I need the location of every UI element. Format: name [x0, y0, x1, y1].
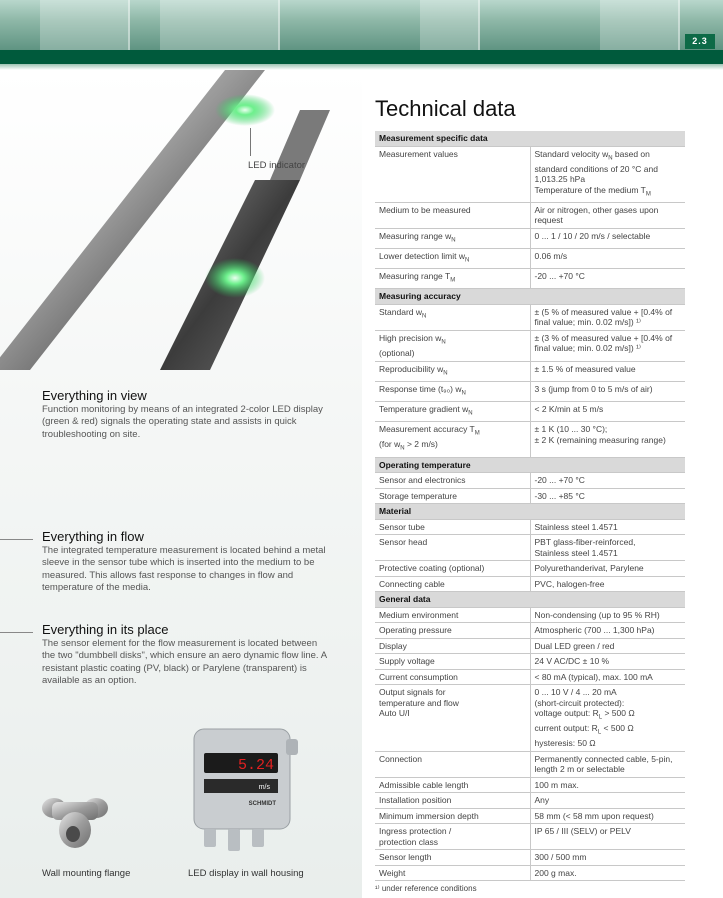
parameter-cell: Response time (t₉₀) $w_N$	[375, 381, 530, 401]
parameter-cell: High precision $w_N$ (optional)	[375, 330, 530, 361]
section-divider	[0, 539, 33, 540]
parameter-cell: Output signals for temperature and flow Auto U/I	[375, 685, 530, 752]
banner-window-decor	[600, 0, 680, 50]
parameter-cell: Minimum immersion depth	[375, 808, 530, 824]
parameter-cell: Installation position	[375, 793, 530, 809]
table-row	[375, 793, 685, 809]
table-row	[375, 824, 685, 850]
table-row	[375, 808, 685, 824]
table-group-header	[375, 457, 685, 473]
value-cell: ± (5 % of measured value + [0.4% of final value; min. 0.02 m/s]) ¹⁾	[530, 304, 685, 330]
parameter-cell: Measuring range $T_M$	[375, 269, 530, 289]
table-row	[375, 576, 685, 592]
table-row	[375, 422, 685, 457]
flange-bore	[66, 826, 80, 842]
parameter-cell: Protective coating (optional)	[375, 561, 530, 577]
table-row	[375, 228, 685, 248]
parameter-cell: Sensor length	[375, 850, 530, 866]
value-cell: -20 ... +70 °C	[530, 269, 685, 289]
section-everything-in-its-place	[42, 622, 327, 687]
section-everything-in-flow	[42, 529, 327, 594]
group-title: Measuring accuracy	[375, 289, 685, 305]
table-row	[375, 304, 685, 330]
parameter-cell: Measurement values	[375, 146, 530, 202]
value-cell: < 2 K/min at 5 m/s	[530, 402, 685, 422]
table-row	[375, 751, 685, 777]
table-row	[375, 654, 685, 670]
value-cell: IP 65 / III (SELV) or PELV	[530, 824, 685, 850]
table-row	[375, 381, 685, 401]
led-indicator-label: LED indicator	[248, 160, 306, 171]
table-group-header	[375, 592, 685, 608]
banner-window-decor	[40, 0, 130, 50]
table-row	[375, 685, 685, 752]
value-cell: Dual LED green / red	[530, 638, 685, 654]
table-row	[375, 249, 685, 269]
housing-cable-gland	[286, 739, 298, 755]
parameter-cell: Standard $w_N$	[375, 304, 530, 330]
parameter-cell: Current consumption	[375, 669, 530, 685]
sensor-rods-illustration	[0, 70, 362, 370]
table-row	[375, 488, 685, 504]
value-cell: PBT glass-fiber-reinforced, Stainless steel 1.4571	[530, 535, 685, 561]
value-cell: Stainless steel 1.4571	[530, 519, 685, 535]
page-number-badge: 2.3	[685, 34, 715, 49]
table-row	[375, 777, 685, 793]
technical-data-title: Technical data	[375, 96, 516, 121]
table-row	[375, 623, 685, 639]
footnote: ¹⁾ under reference conditions	[375, 884, 477, 893]
housing-gland	[204, 829, 216, 847]
table-group-header	[375, 289, 685, 305]
table-row	[375, 330, 685, 361]
value-cell: ± 1.5 % of measured value	[530, 361, 685, 381]
table-row	[375, 202, 685, 228]
section-text: The sensor element for the flow measurement is located between the two "dumbbell disks", which ensure an aero dynamic flow line. A resistant plastic coating (PV, black) or Parylene (transparent) is available as an option.	[42, 638, 327, 686]
value-cell: ± 1 K (10 ... 30 °C); ± 2 K (remaining measuring range)	[530, 422, 685, 457]
parameter-cell: Connecting cable	[375, 576, 530, 592]
table-group-header	[375, 504, 685, 520]
section-text: Function monitoring by means of an integrated 2-color LED display (green & red) signals the operating state and assists in quick troubleshooting on site.	[42, 404, 323, 440]
caption-housing: LED display in wall housing	[188, 868, 304, 879]
group-title: Measurement specific data	[375, 131, 685, 146]
table-row	[375, 669, 685, 685]
value-cell: 24 V AC/DC ± 10 %	[530, 654, 685, 670]
parameter-cell: Measuring range $w_N$	[375, 228, 530, 248]
led-display-housing-image	[190, 725, 302, 860]
value-cell: 58 mm (< 58 mm upon request)	[530, 808, 685, 824]
value-cell: 0 ... 10 V / 4 ... 20 mA (short-circuit protected): voltage output: $R_L > 500$ Ω current output: $R_L < 500$ Ω hysteresis: 50 Ω	[530, 685, 685, 752]
led-indicator-leader-line	[250, 128, 251, 156]
section-title: Everything in view	[42, 388, 147, 403]
table-row	[375, 402, 685, 422]
table-row	[375, 607, 685, 623]
section-title: Everything in its place	[42, 622, 169, 637]
value-cell: Air or nitrogen, other gases upon request	[530, 202, 685, 228]
parameter-cell: Operating pressure	[375, 623, 530, 639]
value-cell: < 80 mA (typical), max. 100 mA	[530, 669, 685, 685]
value-cell: -30 ... +85 °C	[530, 488, 685, 504]
value-cell: Polyurethanderivat, Parylene	[530, 561, 685, 577]
parameter-cell: Medium to be measured	[375, 202, 530, 228]
parameter-cell: Reproducibility $w_N$	[375, 361, 530, 381]
table-row	[375, 850, 685, 866]
parameter-cell: Sensor tube	[375, 519, 530, 535]
housing-gland	[252, 829, 264, 847]
value-cell: Atmospheric (700 ... 1,300 hPa)	[530, 623, 685, 639]
parameter-cell: Lower detection limit $w_N$	[375, 249, 530, 269]
table-row	[375, 561, 685, 577]
parameter-cell: Supply voltage	[375, 654, 530, 670]
group-title: Operating temperature	[375, 457, 685, 473]
value-cell: 200 g max.	[530, 865, 685, 881]
parameter-cell: Ingress protection / protection class	[375, 824, 530, 850]
value-cell: PVC, halogen-free	[530, 576, 685, 592]
value-cell: -20 ... +70 °C	[530, 473, 685, 489]
unit-label: m/s	[258, 784, 270, 791]
led-display-value: 5.24	[237, 757, 274, 774]
value-cell: Permanently connected cable, 5-pin, length 2 m or selectable	[530, 751, 685, 777]
technical-data-table	[375, 131, 685, 881]
parameter-cell: Connection	[375, 751, 530, 777]
parameter-cell: Medium environment	[375, 607, 530, 623]
group-title: General data	[375, 592, 685, 608]
table-row	[375, 146, 685, 202]
table-row	[375, 473, 685, 489]
value-cell: Non-condensing (up to 95 % RH)	[530, 607, 685, 623]
parameter-cell: Sensor head	[375, 535, 530, 561]
section-title: Everything in flow	[42, 529, 144, 544]
parameter-cell: Temperature gradient $w_N$	[375, 402, 530, 422]
value-cell: 300 / 500 mm	[530, 850, 685, 866]
parameter-cell: Measurement accuracy $T_M$ (for $w_N > 2$ m/s)	[375, 422, 530, 457]
parameter-cell: Weight	[375, 865, 530, 881]
parameter-cell: Storage temperature	[375, 488, 530, 504]
table-group-header	[375, 131, 685, 146]
header-banner	[0, 0, 723, 50]
value-cell: Standard velocity $w_N$ based on standard conditions of 20 °C and 1,013.25 hPa Temperature of the medium $T_M$	[530, 146, 685, 202]
table-row	[375, 638, 685, 654]
brand-logo: SCHMIDT	[248, 801, 276, 807]
value-cell: 3 s (jump from 0 to 5 m/s of air)	[530, 381, 685, 401]
housing-gland	[228, 829, 240, 851]
section-divider	[0, 632, 33, 633]
parameter-cell: Sensor and electronics	[375, 473, 530, 489]
section-text: The integrated temperature measurement is located behind a metal sleeve in the sensor tube which is inserted into the medium to be measured. This allows fast response to changes in flow and temperature of the media.	[42, 545, 326, 593]
parameter-cell: Admissible cable length	[375, 777, 530, 793]
banner-window-decor	[420, 0, 480, 50]
table-row	[375, 865, 685, 881]
value-cell: 0.06 m/s	[530, 249, 685, 269]
value-cell: ± (3 % of measured value + [0.4% of final value; min. 0.02 m/s]) ¹⁾	[530, 330, 685, 361]
parameter-cell: Display	[375, 638, 530, 654]
header-band	[0, 50, 723, 64]
group-title: Material	[375, 504, 685, 520]
table-row	[375, 361, 685, 381]
led-glow-lower	[205, 258, 265, 298]
caption-flange: Wall mounting flange	[42, 868, 131, 879]
value-cell: Any	[530, 793, 685, 809]
led-glow-upper	[215, 94, 275, 126]
value-cell: 100 m max.	[530, 777, 685, 793]
wall-mounting-flange-image	[40, 790, 110, 860]
section-everything-in-view	[42, 388, 327, 441]
table-row	[375, 519, 685, 535]
table-row	[375, 269, 685, 289]
value-cell: 0 ... 1 / 10 / 20 m/s / selectable	[530, 228, 685, 248]
table-row	[375, 535, 685, 561]
banner-window-decor	[160, 0, 280, 50]
